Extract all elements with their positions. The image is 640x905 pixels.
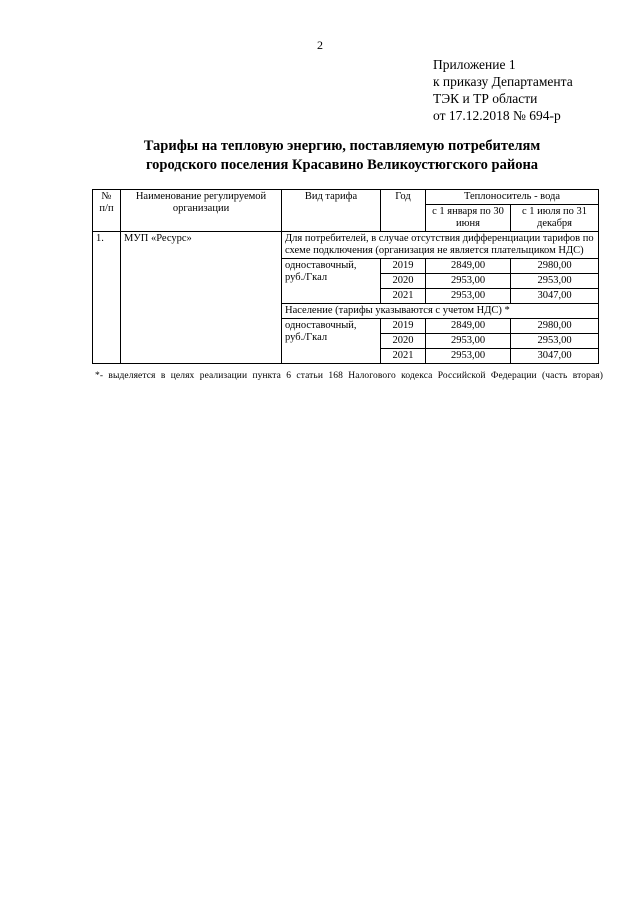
appendix-line: к приказу Департамента <box>433 74 573 89</box>
value-cell: 3047,00 <box>511 289 599 304</box>
value-cell: 2953,00 <box>511 274 599 289</box>
value-cell: 2849,00 <box>426 259 511 274</box>
appendix-line: Приложение 1 <box>433 57 516 72</box>
value-cell: 2953,00 <box>511 334 599 349</box>
table-header-row <box>93 190 599 205</box>
tariff-type: одноставочный, руб./Гкал <box>282 319 381 364</box>
year-cell: 2019 <box>381 259 426 274</box>
value-cell: 2980,00 <box>511 319 599 334</box>
header-period-2: с 1 июля по 31 декабря <box>511 205 599 232</box>
group-caption: Для потребителей, в случае отсутствия дифференциации тарифов по схеме подключения (организация не является плательщиком НДС) <box>282 232 599 259</box>
header-num: № п/п <box>93 190 121 232</box>
year-cell: 2021 <box>381 289 426 304</box>
year-cell: 2021 <box>381 349 426 364</box>
tariff-table <box>92 189 599 364</box>
value-cell: 2953,00 <box>426 334 511 349</box>
group-caption: Население (тарифы указываются с учетом НДС) * <box>282 304 599 319</box>
year-cell: 2020 <box>381 334 426 349</box>
row-number: 1. <box>93 232 121 364</box>
value-cell: 2953,00 <box>426 289 511 304</box>
page-number: 2 <box>317 38 323 52</box>
year-cell: 2020 <box>381 274 426 289</box>
document-title <box>0 137 640 175</box>
appendix-line: от 17.12.2018 № 694-р <box>433 108 561 123</box>
appendix-block <box>433 56 573 124</box>
footnote: *- выделяется в целях реализации пункта 6 статьи 168 Налогового кодекса Российской Федерации (часть вторая) <box>95 371 603 381</box>
tariff-type: одноставочный, руб./Гкал <box>282 259 381 304</box>
header-year: Год <box>381 190 426 232</box>
value-cell: 2980,00 <box>511 259 599 274</box>
year-cell: 2019 <box>381 319 426 334</box>
value-cell: 2953,00 <box>426 274 511 289</box>
organization-name: МУП «Ресурс» <box>121 232 282 364</box>
appendix-line: ТЭК и ТР области <box>433 91 538 106</box>
title-line: городского поселения Красавино Великоустюгского района <box>145 157 539 173</box>
value-cell: 3047,00 <box>511 349 599 364</box>
value-cell: 2849,00 <box>426 319 511 334</box>
header-type: Вид тарифа <box>282 190 381 232</box>
header-org: Наименование регулируемой организации <box>121 190 282 232</box>
table-row <box>93 232 599 259</box>
header-carrier: Теплоноситель - вода <box>426 190 599 205</box>
title-line: Тарифы на тепловую энергию, поставляемую потребителям <box>143 138 541 154</box>
header-period-1: с 1 января по 30 июня <box>426 205 511 232</box>
value-cell: 2953,00 <box>426 349 511 364</box>
